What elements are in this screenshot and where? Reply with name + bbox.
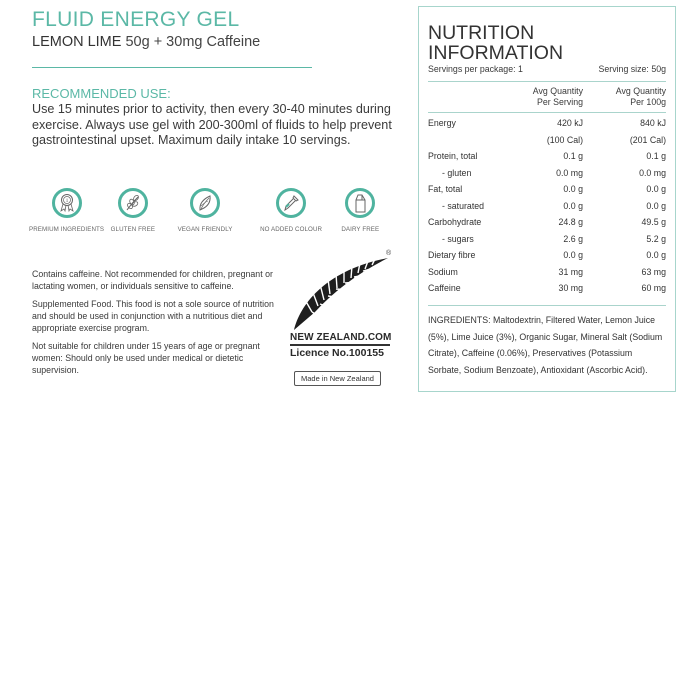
table-row: Dietary fibre 0.0 g 0.0 g	[428, 250, 666, 260]
table-row: - gluten 0.0 mg 0.0 mg	[442, 167, 666, 178]
ingredients-text: INGREDIENTS: Maltodextrin, Filtered Water, Lemon Juice (5%), Lime Juice (3%), Organic Sugar, Mineral Salt (Sodium Citrate), Caffeine (0.06%), Preservatives (Potassium Sorbate, Sodium Benzoate), Antioxidant (Ascorbic Acid).	[428, 315, 663, 375]
new-zealand-logo-block	[290, 250, 400, 386]
table-row: Protein, total 0.1 g 0.1 g	[428, 151, 666, 161]
recommended-use-text: Use 15 minutes prior to activity, then every 30-40 minutes during exercise. Always use gel with 200-300ml of fluids to help prevent gastrointestinal upset. Maximum daily intake 10 servings.	[32, 102, 392, 147]
divider	[32, 67, 312, 68]
product-variant: LEMON LIME	[32, 34, 122, 50]
award-ribbon-icon	[52, 188, 82, 218]
col-header-per-100g: Avg Quantity Per 100g	[615, 86, 666, 107]
table-row: Caffeine 30 mg 60 mg	[428, 283, 666, 293]
dropper-icon	[276, 188, 306, 218]
badge-gluten-free	[105, 188, 160, 233]
leaf-icon	[190, 188, 220, 218]
badge-dairy-free	[333, 188, 388, 233]
table-row: Carbohydrate 24.8 g 49.5 g	[428, 217, 666, 227]
divider	[428, 81, 666, 82]
serving-size: Serving size: 50g	[598, 64, 666, 74]
warnings	[32, 268, 282, 382]
badge-label: PREMIUM INGREDIENTS	[29, 226, 105, 233]
table-row: - saturated 0.0 g 0.0 g	[442, 200, 666, 211]
nutrition-rows	[428, 115, 666, 297]
warning-supplemented-food: Supplemented Food. This food is not a sole source of nutrition and should be used in conjunction with a nutritious diet and appropriate exercise program.	[32, 299, 274, 333]
table-row: Sodium 31 mg 63 mg	[428, 266, 666, 277]
product-spec: 50g + 30mg Caffeine	[125, 34, 261, 50]
nutrition-panel	[418, 6, 676, 392]
divider	[428, 112, 666, 113]
product-subtitle	[32, 33, 392, 51]
serving-info	[428, 64, 666, 74]
licence-number: Licence No.100155	[290, 346, 384, 359]
badge-no-added-colour	[250, 188, 333, 233]
nutrition-title: NUTRITION INFORMATION	[428, 22, 564, 64]
nutrition-header-row	[428, 86, 666, 108]
recommended-use-heading: RECOMMENDED USE:	[32, 86, 171, 101]
badge-label: NO ADDED COLOUR	[260, 226, 323, 233]
product-title: FLUID ENERGY GEL	[32, 8, 240, 31]
badge-row	[28, 188, 388, 233]
silver-fern-icon	[290, 250, 400, 330]
milk-carton-icon	[345, 188, 375, 218]
badge-vegan-friendly	[161, 188, 250, 233]
servings-per-package: Servings per package: 1	[428, 64, 523, 74]
wheat-crossed-icon	[118, 188, 148, 218]
warning-age: Not suitable for children under 15 years of age or pregnant women: Should only be used under medical or dietetic supervision.	[32, 341, 260, 375]
badge-label: GLUTEN FREE	[110, 226, 156, 233]
made-in-badge: Made in New Zealand	[294, 371, 381, 386]
col-header-per-serving: Avg Quantity Per Serving	[532, 86, 583, 107]
table-row: Fat, total 0.0 g 0.0 g	[428, 184, 666, 194]
table-row: (100 Cal) (201 Cal)	[546, 134, 666, 145]
table-row: - sugars 2.6 g 5.2 g	[442, 233, 666, 244]
badge-label: VEGAN FRIENDLY	[177, 226, 233, 233]
divider	[290, 344, 390, 346]
divider	[428, 305, 666, 307]
table-row: Energy 420 kJ 840 kJ	[428, 118, 666, 128]
registered-mark: ®	[386, 250, 392, 257]
nz-brand: NEW ZEALAND.COM	[290, 332, 392, 343]
svg-text:1: 1	[65, 199, 68, 204]
badge-premium-ingredients	[28, 188, 105, 233]
warning-caffeine: Contains caffeine. Not recommended for children, pregnant or lactating women, or individuals sensitive to caffeine.	[32, 269, 273, 291]
badge-label: DAIRY FREE	[341, 226, 380, 233]
product-header	[32, 8, 392, 149]
